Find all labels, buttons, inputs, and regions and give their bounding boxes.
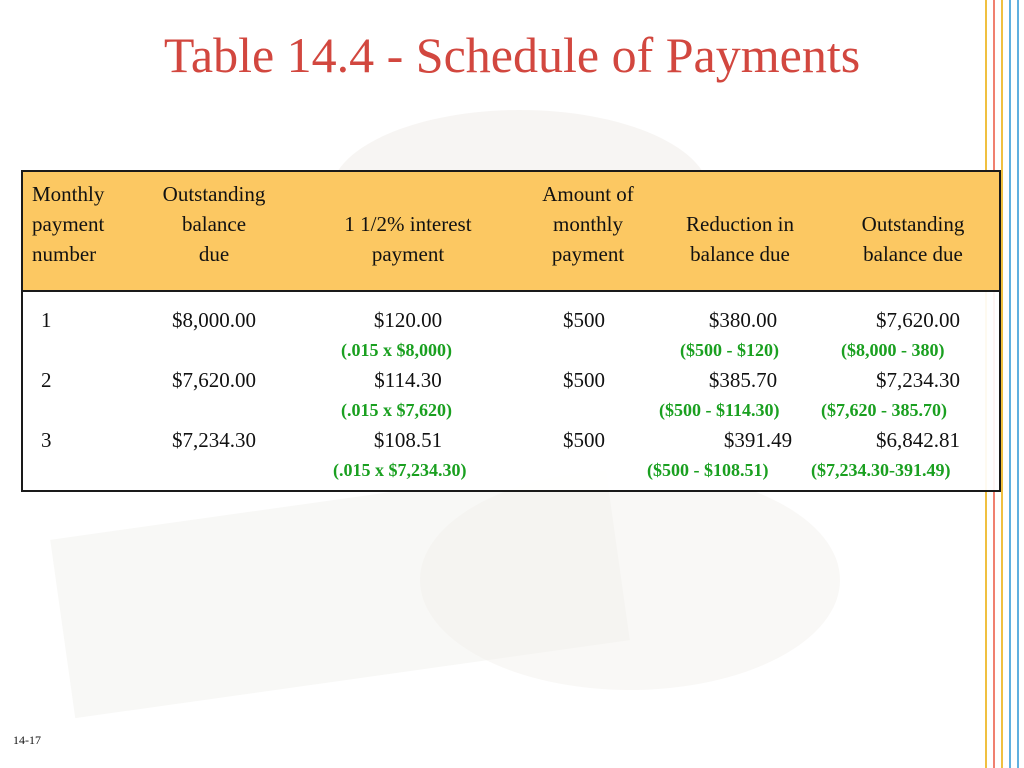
- row2-reduction-note: ($500 - $114.30): [659, 400, 780, 420]
- header-reduction-line3: balance due: [690, 242, 790, 266]
- row1-new-balance: $7,620.00: [876, 308, 960, 332]
- header-interest-line2: 1 1/2% interest: [344, 212, 472, 236]
- header-monthly-line3: number: [32, 242, 97, 266]
- row1-reduction-note: ($500 - $120): [680, 340, 779, 360]
- header-amount-line1: Amount of: [542, 182, 634, 206]
- header-amount-line2: monthly: [552, 212, 623, 236]
- header-balance-line1: Outstanding: [162, 182, 266, 206]
- row1-interest: $120.00: [373, 308, 443, 332]
- row1-payment: $500: [563, 308, 605, 332]
- row3-interest-note: (.015 x $7,234.30): [333, 460, 467, 480]
- table-header: [23, 172, 999, 292]
- row2-interest-note: (.015 x $7,620): [341, 400, 452, 420]
- header-amount-line3: payment: [551, 242, 625, 266]
- background-collage-shadow: [420, 470, 840, 690]
- row2-interest: $114.30: [374, 368, 442, 392]
- header-balance-line2: balance: [181, 212, 247, 236]
- row2-new-balance: $7,234.30: [876, 368, 960, 392]
- header-monthly-line1: Monthly: [32, 182, 105, 206]
- row3-payment: $500: [563, 428, 605, 452]
- payment-schedule-table: [21, 170, 1001, 492]
- row1-number: 1: [41, 308, 52, 332]
- row3-reduction-note: ($500 - $108.51): [647, 460, 769, 480]
- row2-balance-note: ($7,620 - 385.70): [821, 400, 947, 420]
- header-outstanding-line3: balance due: [863, 242, 963, 266]
- slide-number: 14-17: [13, 733, 41, 747]
- row3-balance: $7,234.30: [172, 428, 256, 452]
- slide-title: Table 14.4 - Schedule of Payments: [163, 27, 861, 83]
- row1-reduction: $380.00: [708, 308, 778, 332]
- header-balance-line3: due: [198, 242, 230, 266]
- row3-interest: $108.51: [373, 428, 443, 452]
- row2-payment: $500: [563, 368, 605, 392]
- row3-number: 3: [41, 428, 52, 452]
- header-reduction-line2: Reduction in: [686, 212, 794, 236]
- row1-balance: $8,000.00: [172, 308, 256, 332]
- header-outstanding-line2: Outstanding: [861, 212, 965, 236]
- row3-new-balance: $6,842.81: [876, 428, 960, 452]
- row2-number: 2: [41, 368, 52, 392]
- header-interest-line3: payment: [371, 242, 445, 266]
- row2-balance: $7,620.00: [172, 368, 256, 392]
- row3-reduction: $391.49: [723, 428, 793, 452]
- row1-balance-note: ($8,000 - 380): [841, 340, 945, 360]
- row3-balance-note: ($7,234.30-391.49): [811, 460, 951, 480]
- row2-reduction: $385.70: [708, 368, 778, 392]
- row1-interest-note: (.015 x $8,000): [341, 340, 452, 360]
- header-monthly-line2: payment: [32, 212, 105, 236]
